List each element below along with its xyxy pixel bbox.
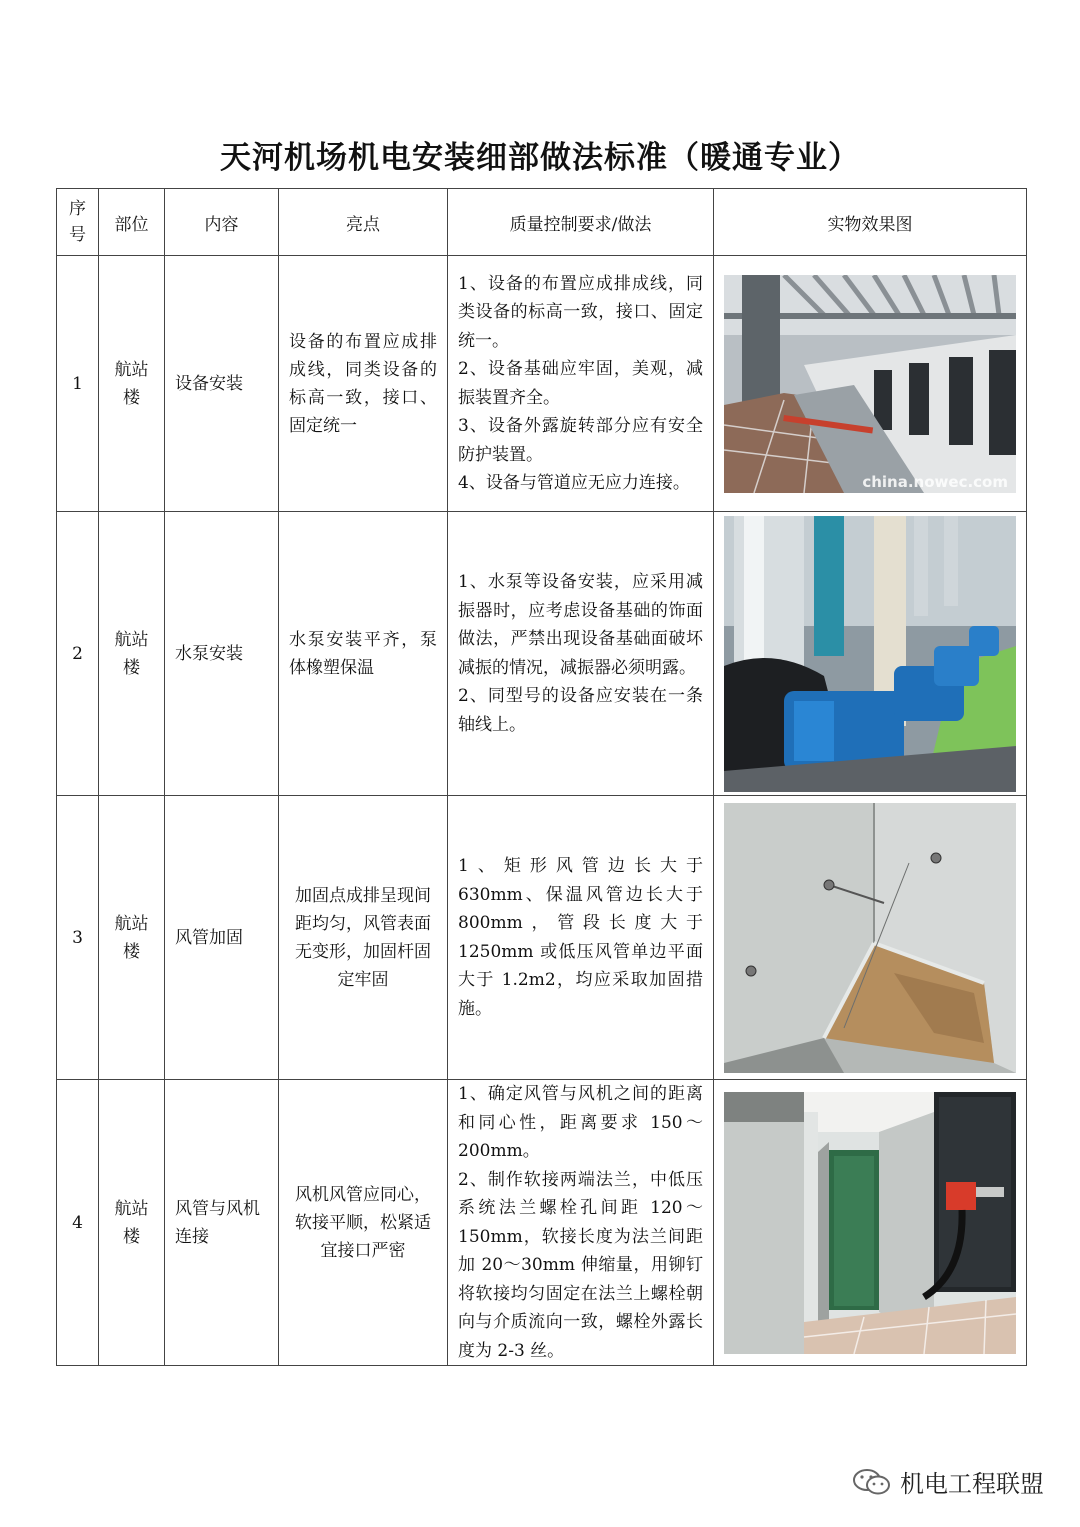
row-part: 航站楼	[99, 796, 165, 1080]
duct-reinforcement-photo	[724, 803, 1016, 1073]
row-photo	[714, 1080, 1027, 1366]
table-row	[57, 512, 1027, 796]
row-qc	[448, 256, 714, 512]
brand-name: 机电工程联盟	[900, 1470, 1044, 1498]
qc-item: 4、设备与管道应无应力连接。	[458, 473, 690, 493]
row-content: 水泵安装	[165, 512, 279, 796]
row-content: 风管与风机连接	[165, 1080, 279, 1366]
outdoor-hvac-units-photo	[724, 275, 1016, 493]
header-seq: 序号	[57, 189, 99, 256]
row-highlight: 水泵安装平齐，泵体橡塑保温	[279, 512, 448, 796]
row-highlight: 设备的布置应成排成线，同类设备的标高一致，接口、固定统一	[279, 256, 448, 512]
row-qc	[448, 1080, 714, 1366]
qc-item: 1、水泵等设备安装，应采用减振器时，应考虑设备基础的饰面做法，严禁出现设备基础面破坏减振的情况，减振器必须明露。	[458, 572, 703, 678]
row-photo	[714, 796, 1027, 1080]
qc-item: 2、同型号的设备应安装在一条轴线上。	[458, 686, 703, 735]
table-header-row	[57, 189, 1027, 256]
fan-duct-connection-photo	[724, 1092, 1016, 1354]
row-photo	[714, 512, 1027, 796]
row-qc	[448, 796, 714, 1080]
row-content: 设备安装	[165, 256, 279, 512]
header-qc: 质量控制要求/做法	[448, 189, 714, 256]
qc-item: 1、设备的布置应成排成线，同类设备的标高一致，接口、固定统一。	[458, 273, 703, 351]
photo-watermark: china.nowec.com	[862, 472, 1008, 491]
row-seq: 2	[57, 512, 99, 796]
row-part: 航站楼	[99, 512, 165, 796]
row-seq: 4	[57, 1080, 99, 1366]
qc-item: 2、制作软接两端法兰，中低压系统法兰螺栓孔间距 120～150mm，软接长度为法兰间距加 20～30mm 伸缩量，用铆钉将软接均匀固定在法兰上螺栓朝向与介质流向一致，螺栓外露长度为 2-3 丝。	[458, 1169, 703, 1361]
qc-item: 3、设备外露旋转部分应有安全防护装置。	[458, 416, 703, 465]
row-part: 航站楼	[99, 1080, 165, 1366]
table-row	[57, 1080, 1027, 1366]
table-row	[57, 256, 1027, 512]
header-part: 部位	[99, 189, 165, 256]
header-photo: 实物效果图	[714, 189, 1027, 256]
table-row	[57, 796, 1027, 1080]
header-highlight: 亮点	[279, 189, 448, 256]
standards-table	[56, 188, 1027, 1366]
row-seq: 1	[57, 256, 99, 512]
row-highlight: 加固点成排呈现间距均匀，风管表面无变形，加固杆固定牢固	[279, 796, 448, 1080]
qc-item: 2、设备基础应牢固，美观，减振装置齐全。	[458, 359, 703, 408]
qc-item: 1、矩形风管边长大于 630mm、保温风管边长大于 800mm，管段长度大于 1250mm 或低压风管单边平面大于 1.2m2，均应采取加固措施。	[458, 856, 703, 1019]
row-seq: 3	[57, 796, 99, 1080]
header-content: 内容	[165, 189, 279, 256]
page-title: 天河机场机电安装细部做法标准（暖通专业）	[220, 140, 860, 176]
row-qc	[448, 512, 714, 796]
wechat-icon	[852, 1467, 892, 1497]
row-part: 航站楼	[99, 256, 165, 512]
qc-item: 1、确定风管与风机之间的距离和同心性，距离要求 150～200mm。	[458, 1084, 703, 1161]
water-pump-photo	[724, 516, 1016, 792]
footer-brand	[852, 1464, 1044, 1499]
row-highlight: 风机风管应同心，软接平顺，松紧适宜接口严密	[279, 1080, 448, 1366]
row-photo	[714, 256, 1027, 512]
row-content: 风管加固	[165, 796, 279, 1080]
